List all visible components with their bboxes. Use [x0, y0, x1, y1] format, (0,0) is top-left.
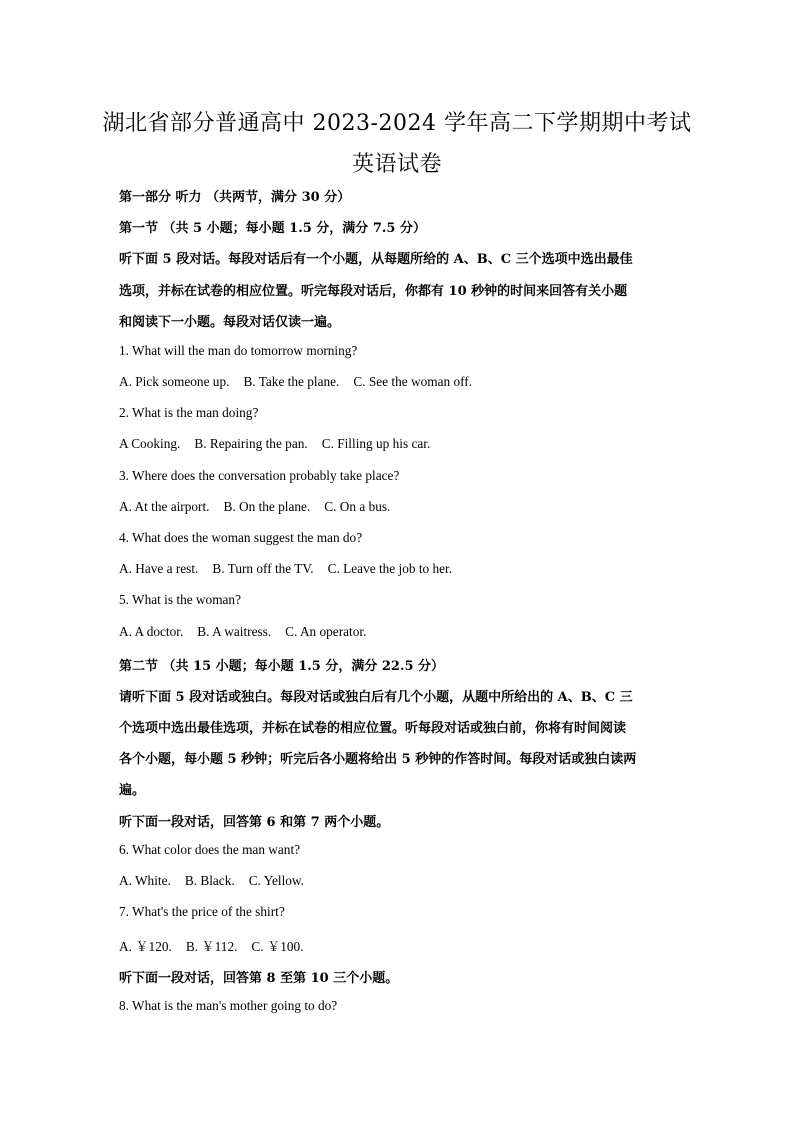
option-c: C. See the woman off. [353, 374, 473, 389]
question-8: 8. What is the man's mother going to do? [119, 998, 338, 1013]
option-b: B. A waitress. [197, 624, 272, 639]
exam-title: 湖北省部分普通高中 2023-2024 学年高二下学期期中考试 [102, 111, 692, 136]
option-a: A. ￥120. [119, 939, 172, 954]
part1-heading: 第一部分 听力 （共两节，满分 30 分） [119, 190, 351, 205]
section1-instruction-line: 和阅读下一小题。每段对话仅读一遍。 [119, 315, 341, 330]
option-a: A. At the airport. [119, 499, 210, 514]
question-5: 5. What is the woman? [119, 592, 241, 607]
question-4-options [119, 561, 466, 577]
option-b: B. Repairing the pan. [194, 436, 308, 451]
question-2: 2. What is the man doing? [119, 405, 259, 420]
section2-instruction-line: 各个小题，每小题 5 秒钟；听完后各小题将给出 5 秒钟的作答时间。每段对话或独白读两 [119, 752, 637, 767]
question-1: 1. What will the man do tomorrow morning? [119, 343, 358, 358]
exam-subtitle: 英语试卷 [351, 152, 442, 177]
question-5-options [119, 624, 380, 640]
option-a: A. A doctor. [119, 624, 184, 639]
question-6: 6. What color does the man want? [119, 842, 301, 857]
dialogue-prompt: 听下面一段对话，回答第 8 至第 10 三个小题。 [119, 971, 399, 986]
section2-heading: 第二节 （共 15 小题；每小题 1.5 分，满分 22.5 分） [119, 659, 445, 674]
section1-instruction-line: 选项，并标在试卷的相应位置。听完每段对话后，你都有 10 秒钟的时间来回答有关小题 [119, 284, 628, 299]
question-7-options [119, 936, 318, 955]
section2-instruction-line: 遍。 [119, 783, 146, 798]
option-c: C. ￥100. [251, 939, 304, 954]
option-a: A. White. [119, 873, 171, 888]
question-1-options [119, 374, 486, 390]
question-4: 4. What does the woman suggest the man do? [119, 530, 363, 545]
section2-instruction-line: 请听下面 5 段对话或独白。每段对话或独白后有几个小题，从题中所给出的 A、B、C 三 [119, 690, 633, 705]
option-c: C. Leave the job to her. [327, 561, 453, 576]
option-b: B. Black. [184, 873, 235, 888]
option-c: C. Filling up his car. [321, 436, 431, 451]
section1-instruction-line: 听下面 5 段对话。每段对话后有一个小题，从每题所给的 A、B、C 三个选项中选出最佳 [119, 252, 633, 267]
section1-heading: 第一节 （共 5 小题；每小题 1.5 分，满分 7.5 分） [119, 221, 426, 236]
option-a: A. Have a rest. [119, 561, 199, 576]
option-b: B. Turn off the TV. [212, 561, 314, 576]
option-a: A Cooking. [119, 436, 181, 451]
option-c: C. An operator. [285, 624, 367, 639]
question-6-options [119, 873, 318, 889]
option-c: C. On a bus. [324, 499, 391, 514]
option-a: A. Pick someone up. [119, 374, 230, 389]
question-3: 3. Where does the conversation probably take place? [119, 468, 400, 483]
option-c: C. Yellow. [248, 873, 304, 888]
option-b: B. Take the plane. [243, 374, 340, 389]
option-b: B. On the plane. [223, 499, 311, 514]
option-b: B. ￥112. [185, 939, 238, 954]
question-3-options [119, 499, 404, 515]
dialogue-prompt: 听下面一段对话，回答第 6 和第 7 两个小题。 [119, 815, 390, 830]
question-2-options [119, 436, 444, 452]
section2-instruction-line: 个选项中选出最佳选项，并标在试卷的相应位置。听每段对话或独白前，你将有时间阅读 [119, 721, 627, 736]
question-7: 7. What's the price of the shirt? [119, 904, 285, 919]
